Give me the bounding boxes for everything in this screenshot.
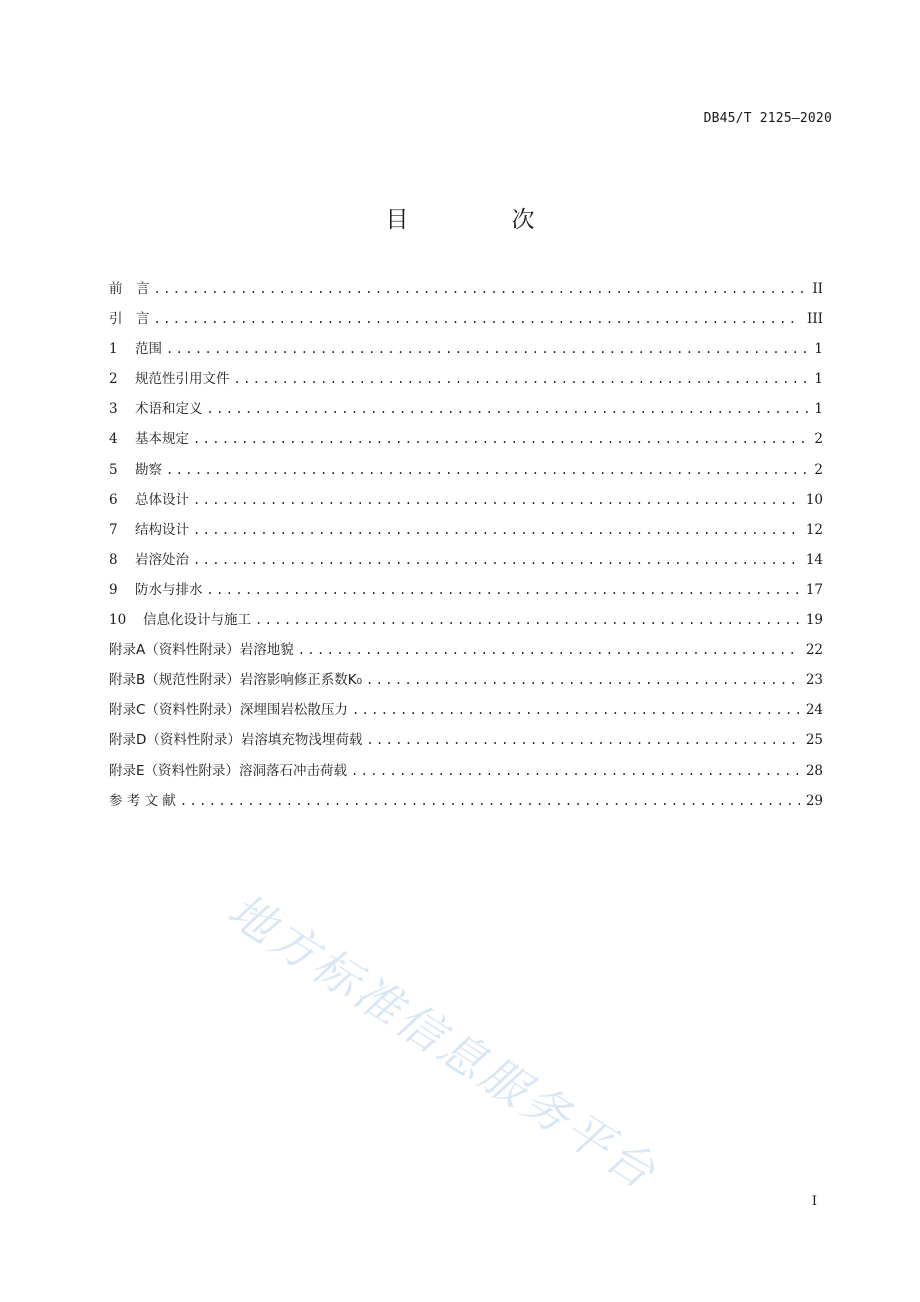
toc-entry-number: 9 [109, 581, 118, 598]
toc-entry-number: 7 [109, 521, 118, 538]
dot-leader [193, 489, 800, 511]
toc-entry-page: III [807, 311, 823, 328]
toc-entry-label: 附录C（资料性附录）深埋围岩松散压力 [109, 702, 348, 719]
toc-entry-page: 2 [814, 431, 823, 448]
toc-entry-appendix-c[interactable] [109, 699, 823, 729]
toc-entry-page: 23 [805, 672, 823, 689]
toc-entry-number: 5 [109, 461, 118, 478]
toc-entry-page: 19 [805, 612, 823, 629]
dot-leader [193, 519, 800, 541]
toc-entry-label: 勘察 [135, 461, 162, 478]
toc-entry-page: 28 [805, 762, 823, 779]
toc-entry-label: 总体设计 [135, 491, 189, 508]
toc-entry-number: 4 [109, 431, 118, 448]
dot-leader [366, 669, 800, 691]
toc-entry-page: 24 [805, 702, 823, 719]
toc-entry-page: 22 [805, 642, 823, 659]
toc-entry-page: 2 [814, 461, 823, 478]
toc-entry-2[interactable] [109, 368, 823, 398]
toc-entry-9[interactable] [109, 579, 823, 609]
toc-entry-number: 2 [109, 371, 118, 388]
toc-entry-label: 规范性引用文件 [135, 371, 230, 388]
dot-leader [352, 699, 800, 721]
toc-entry-foreword[interactable] [109, 278, 823, 308]
dot-leader [180, 790, 800, 812]
toc-entry-appendix-d[interactable] [109, 729, 823, 759]
dot-leader [207, 398, 809, 420]
toc-entry-label: 附录A（资料性附录）岩溶地貌 [109, 642, 294, 659]
dot-leader [154, 308, 802, 330]
dot-leader [234, 368, 809, 390]
toc-entry-7[interactable] [109, 519, 823, 549]
dot-leader [154, 278, 807, 300]
toc-entry-label: 结构设计 [135, 521, 189, 538]
toc-entry-5[interactable] [109, 459, 823, 489]
toc-entry-label: 岩溶处治 [135, 551, 189, 568]
toc-entry-4[interactable] [109, 428, 823, 458]
toc-entry-label: 基本规定 [135, 431, 189, 448]
toc-entry-page: 17 [805, 581, 823, 598]
dot-leader [166, 459, 808, 481]
toc-entry-number: 1 [109, 341, 118, 358]
toc-entry-number: 10 [109, 612, 127, 629]
dot-leader [255, 609, 800, 631]
toc-entry-3[interactable] [109, 398, 823, 428]
toc-entry-references[interactable] [109, 790, 823, 820]
toc-entry-page: 29 [805, 792, 823, 809]
toc-entry-number: 8 [109, 551, 118, 568]
toc-entry-number: 6 [109, 491, 118, 508]
toc-entry-label: 附录B（规范性附录）岩溶影响修正系数K₀ [109, 672, 363, 689]
toc-entry-appendix-e[interactable] [109, 760, 823, 790]
dot-leader [351, 760, 800, 782]
toc-entry-label: 附录D（资料性附录）岩溶填充物浅埋荷载 [109, 732, 363, 749]
dot-leader [193, 428, 808, 450]
page-number: I [811, 1194, 817, 1209]
toc-entry-label: 术语和定义 [135, 401, 203, 418]
table-of-contents [109, 278, 823, 820]
toc-entry-label: 引 言 [109, 311, 150, 328]
toc-entry-page: II [812, 281, 823, 297]
dot-leader [298, 639, 800, 661]
dot-leader [166, 338, 808, 360]
toc-entry-page: 1 [814, 371, 823, 388]
standard-code: DB45/T 2125—2020 [703, 111, 832, 126]
toc-entry-label: 前 言 [109, 281, 150, 297]
dot-leader [366, 729, 799, 751]
toc-entry-page: 10 [805, 491, 823, 508]
toc-entry-label: 防水与排水 [135, 581, 203, 598]
toc-entry-page: 25 [805, 732, 823, 749]
dot-leader [207, 579, 800, 601]
toc-entry-label: 附录E（资料性附录）溶洞落石冲击荷载 [109, 762, 348, 779]
toc-entry-page: 1 [814, 401, 823, 418]
toc-entry-8[interactable] [109, 549, 823, 579]
toc-entry-6[interactable] [109, 489, 823, 519]
toc-entry-appendix-a[interactable] [109, 639, 823, 669]
dot-leader [193, 549, 800, 571]
toc-entry-introduction[interactable] [109, 308, 823, 338]
toc-title: 目 次 [385, 207, 575, 233]
toc-entry-label: 范围 [135, 341, 162, 358]
toc-entry-page: 12 [805, 521, 823, 538]
toc-entry-1[interactable] [109, 338, 823, 368]
toc-entry-label: 信息化设计与施工 [143, 612, 251, 629]
toc-entry-10[interactable] [109, 609, 823, 639]
toc-entry-appendix-b[interactable] [109, 669, 823, 699]
toc-entry-number: 3 [109, 401, 118, 418]
watermark: 地方标准信息服务平台 [218, 882, 668, 1201]
toc-entry-page: 14 [805, 551, 823, 568]
toc-entry-page: 1 [814, 341, 823, 358]
toc-entry-label: 参 考 文 献 [109, 792, 176, 809]
